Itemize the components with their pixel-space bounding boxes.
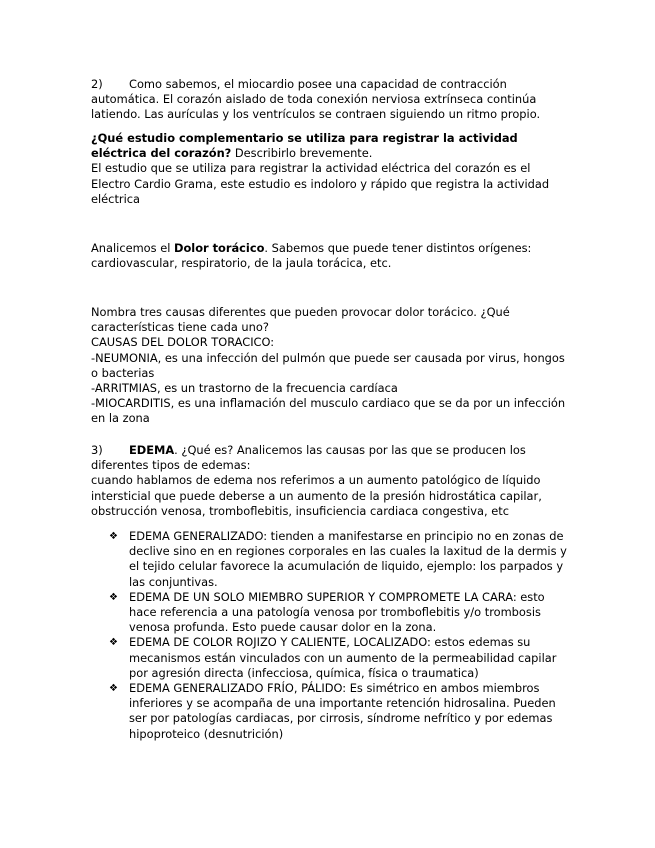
- answer-text: El estudio que se utiliza para registrar la actividad eléctrica del corazón es el Electro Cardio Grama, este estudio es indoloro y rápido que registra la actividad eléctrica: [91, 161, 550, 206]
- dolor-question: [91, 305, 569, 427]
- cause-item: -ARRITMIAS, es un trastorno de la frecuencia cardíaca: [91, 381, 398, 396]
- question-rest: Describirlo brevemente.: [231, 146, 373, 161]
- section-number: 3): [91, 443, 103, 457]
- diamond-bullet-icon: ❖: [109, 637, 118, 649]
- dolor-intro: [91, 241, 569, 271]
- section-2-intro: [91, 77, 569, 123]
- bullet-text: EDEMA DE COLOR ROJIZO Y CALIENTE, LOCALIZADO: estos edemas su mecanismos están vinculados con un aumento de la permeabilidad capilar por agresión directa (infecciosa, química, física o traumatica): [129, 635, 557, 680]
- list-item: [91, 681, 569, 742]
- list-item: [91, 635, 569, 681]
- section-number: 2): [91, 77, 103, 91]
- diamond-bullet-icon: ❖: [109, 591, 118, 603]
- list-item: [91, 529, 569, 590]
- diamond-bullet-icon: ❖: [109, 531, 118, 542]
- edema-title-rest: . ¿Qué es? Analicemos las causas por las que se producen los diferentes tipos de edemas:: [91, 443, 526, 473]
- bullet-text: EDEMA GENERALIZADO FRÍO, PÁLIDO: Es simétrico en ambos miembros inferiores y se acompaña de una importante retención hidrosalina. Pueden ser por patologías cardiacas, por cirrosis, síndrome nefrítico y por edemas hipoproteico (desnutrición): [129, 681, 556, 741]
- section-2-intro-text: Como sabemos, el miocardio posee una capacidad de contracción automática. El corazón aislado de toda conexión nerviosa extrínseca continúa latiendo. Las aurículas y los ventrículos se contraen siguiendo un ritmo propio.: [91, 77, 541, 122]
- edema-bullet-list: [91, 529, 569, 742]
- dolor-intro-pre: Analicemos el: [91, 241, 175, 255]
- section-2-question: [91, 131, 569, 207]
- bullet-text: EDEMA DE UN SOLO MIEMBRO SUPERIOR Y COMPROMETE LA CARA: esto hace referencia a una patología venosa por tromboflebitis y/o trombosis venosa profunda. Esto puede causar dolor en la zona.: [129, 589, 545, 635]
- dolor-intro-post: . Sabemos que puede tener distintos orígenes: cardiovascular, respiratorio, de la jaula torácica, etc.: [91, 241, 532, 271]
- edema-answer: cuando hablamos de edema nos referimos a un aumento patológico de líquido intersticial que puede deberse a un aumento de la presión hidrostática capilar, obstrucción venosa, tromboflebitis, insuficiencia cardiaca congestiva, etc: [91, 473, 542, 518]
- list-item: [91, 590, 569, 636]
- edema-title: EDEMA: [129, 443, 175, 457]
- cause-item: -NEUMONIA, es una infección del pulmón que puede ser causada por virus, hongos o bacterias: [91, 350, 565, 380]
- causes-title: CAUSAS DEL DOLOR TORACICO:: [91, 335, 275, 350]
- dolor-intro-bold: Dolor torácico: [174, 241, 265, 255]
- bullet-text: EDEMA GENERALIZADO: tienden a manifestarse en principio no en zonas de declive sino en en regiones corporales en las cuales la laxitud de la dermis y el tejido celular favorece la acumulación de liquido, ejemplo: los parpados y las conjuntivas.: [129, 529, 567, 589]
- dolor-question-text: Nombra tres causas diferentes que pueden provocar dolor torácico. ¿Qué características tiene cada uno?: [91, 305, 510, 335]
- diamond-bullet-icon: ❖: [109, 683, 118, 695]
- question-bold: ¿Qué estudio complementario se utiliza para registrar la actividad eléctrica del corazón?: [91, 131, 518, 161]
- section-3: [91, 443, 569, 519]
- cause-item: -MIOCARDITIS, es una inflamación del musculo cardiaco que se da por un infección en la zona: [91, 396, 566, 426]
